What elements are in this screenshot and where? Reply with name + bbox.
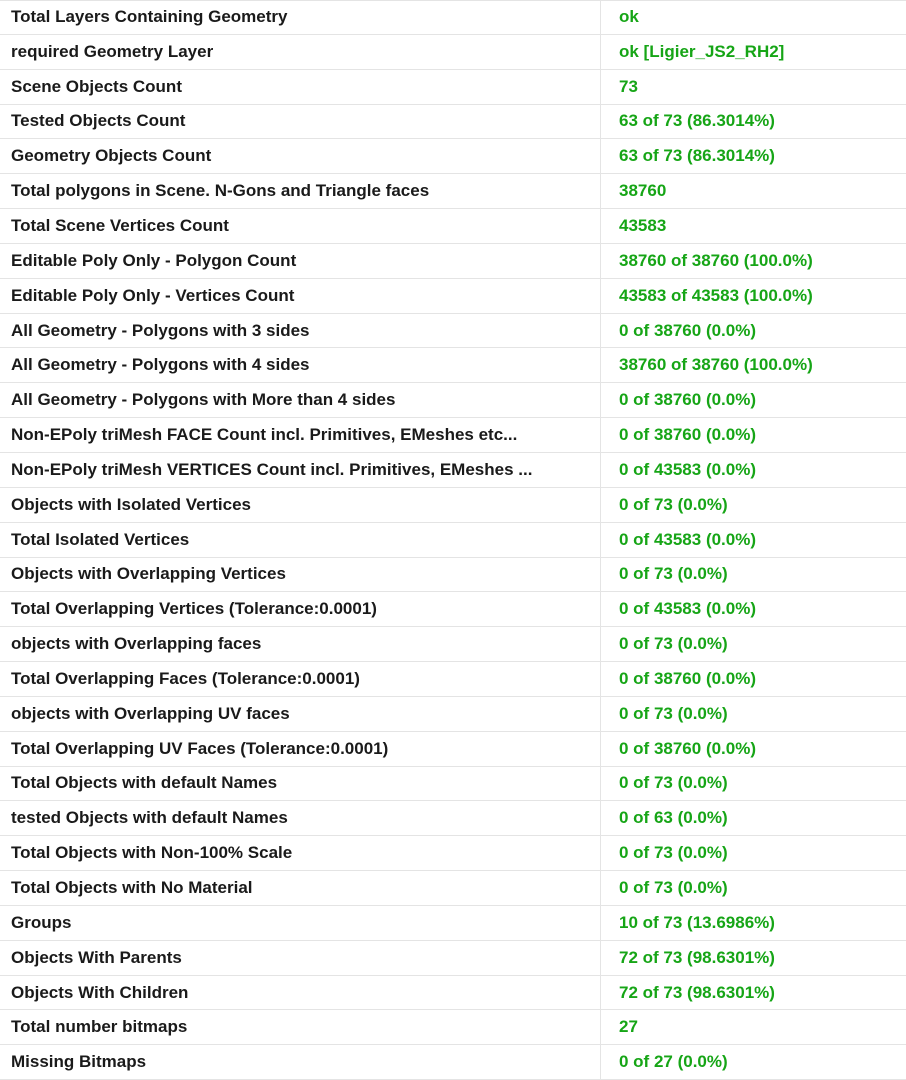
table-row [0, 383, 906, 418]
table-row [0, 592, 906, 627]
column-divider [600, 244, 608, 278]
column-divider [600, 35, 608, 69]
check-name-cell: All Geometry - Polygons with 4 sides [11, 355, 310, 375]
table-row [0, 801, 906, 836]
check-name-cell: Total Objects with Non-100% Scale [11, 843, 293, 863]
column-divider [600, 139, 608, 173]
table-row [0, 314, 906, 349]
check-result-cell: 0 of 73 (0.0%) [619, 773, 728, 793]
column-divider [600, 174, 608, 208]
column-divider [600, 941, 608, 975]
column-divider [600, 697, 608, 731]
table-row [0, 976, 906, 1011]
check-name-cell: tested Objects with default Names [11, 808, 288, 828]
table-row [0, 209, 906, 244]
check-name-cell: Editable Poly Only - Polygon Count [11, 250, 297, 270]
check-name-cell: required Geometry Layer [11, 41, 214, 61]
column-divider [600, 1, 608, 34]
check-result-cell: ok [619, 7, 639, 27]
check-result-cell: 43583 of 43583 (100.0%) [619, 285, 813, 305]
column-divider [600, 1045, 608, 1079]
column-divider [600, 314, 608, 348]
check-name-cell: objects with Overlapping UV faces [11, 703, 290, 723]
table-row [0, 174, 906, 209]
table-row [0, 662, 906, 697]
check-name-cell: Objects with Overlapping Vertices [11, 564, 286, 584]
check-result-cell: 73 [619, 76, 638, 96]
check-result-cell: 27 [619, 1017, 638, 1037]
check-name-cell: All Geometry - Polygons with More than 4 sides [11, 390, 396, 410]
column-divider [600, 906, 608, 940]
check-name-cell: Non-EPoly triMesh VERTICES Count incl. Primitives, EMeshes ... [11, 459, 533, 479]
check-name-cell: Total Objects with No Material [11, 878, 253, 898]
column-divider [600, 662, 608, 696]
check-result-cell: 0 of 73 (0.0%) [619, 494, 728, 514]
check-result-cell: 0 of 38760 (0.0%) [619, 668, 757, 688]
check-name-cell: objects with Overlapping faces [11, 634, 262, 654]
table-row [0, 279, 906, 314]
check-name-cell: Total Overlapping Vertices (Tolerance:0.0001) [11, 599, 377, 619]
table-row [0, 453, 906, 488]
table-row [0, 941, 906, 976]
check-result-cell: 72 of 73 (98.6301%) [619, 982, 775, 1002]
check-result-cell: 10 of 73 (13.6986%) [619, 912, 775, 932]
check-name-cell: Tested Objects Count [11, 111, 186, 131]
column-divider [600, 70, 608, 104]
table-row [0, 1045, 906, 1080]
column-divider [600, 558, 608, 592]
table-row [0, 871, 906, 906]
table-row [0, 836, 906, 871]
column-divider [600, 592, 608, 626]
table-row [0, 627, 906, 662]
check-name-cell: Groups [11, 912, 72, 932]
check-result-cell: 0 of 63 (0.0%) [619, 808, 728, 828]
table-row [0, 732, 906, 767]
check-result-cell: 0 of 38760 (0.0%) [619, 390, 757, 410]
column-divider [600, 976, 608, 1010]
check-name-cell: Total Overlapping Faces (Tolerance:0.0001) [11, 668, 360, 688]
check-result-cell: 0 of 43583 (0.0%) [619, 599, 757, 619]
check-result-cell: 0 of 43583 (0.0%) [619, 459, 757, 479]
table-row [0, 488, 906, 523]
column-divider [600, 383, 608, 417]
column-divider [600, 279, 608, 313]
column-divider [600, 871, 608, 905]
table-row [0, 1010, 906, 1045]
table-row [0, 767, 906, 802]
check-result-cell: 38760 of 38760 (100.0%) [619, 250, 813, 270]
check-result-cell: 63 of 73 (86.3014%) [619, 146, 775, 166]
check-name-cell: Editable Poly Only - Vertices Count [11, 285, 295, 305]
table-row [0, 244, 906, 279]
table-row [0, 558, 906, 593]
column-divider [600, 348, 608, 382]
column-divider [600, 627, 608, 661]
check-name-cell: Non-EPoly triMesh FACE Count incl. Primitives, EMeshes etc... [11, 425, 518, 445]
column-divider [600, 209, 608, 243]
check-result-cell: 72 of 73 (98.6301%) [619, 947, 775, 967]
check-name-cell: Geometry Objects Count [11, 146, 212, 166]
column-divider [600, 488, 608, 522]
table-row [0, 906, 906, 941]
table-row [0, 35, 906, 70]
check-result-cell: 0 of 43583 (0.0%) [619, 529, 757, 549]
table-row [0, 523, 906, 558]
check-result-cell: 38760 of 38760 (100.0%) [619, 355, 813, 375]
check-result-cell: 43583 [619, 215, 667, 235]
column-divider [600, 836, 608, 870]
check-name-cell: Objects with Isolated Vertices [11, 494, 251, 514]
check-result-cell: 38760 [619, 181, 667, 201]
check-result-cell: 0 of 38760 (0.0%) [619, 738, 757, 758]
check-result-cell: 0 of 73 (0.0%) [619, 843, 728, 863]
table-row [0, 0, 906, 35]
check-result-cell: 0 of 27 (0.0%) [619, 1052, 728, 1072]
check-result-cell: 0 of 38760 (0.0%) [619, 425, 757, 445]
table-row [0, 139, 906, 174]
check-result-cell: 0 of 73 (0.0%) [619, 878, 728, 898]
check-name-cell: Scene Objects Count [11, 76, 182, 96]
check-name-cell: Total Layers Containing Geometry [11, 7, 288, 27]
table-row [0, 70, 906, 105]
table-row [0, 105, 906, 140]
check-name-cell: Total Isolated Vertices [11, 529, 190, 549]
check-result-cell: 63 of 73 (86.3014%) [619, 111, 775, 131]
check-name-cell: Total polygons in Scene. N-Gons and Triangle faces [11, 181, 430, 201]
check-result-cell: ok [Ligier_JS2_RH2] [619, 41, 785, 61]
table-row [0, 348, 906, 383]
check-name-cell: Total Objects with default Names [11, 773, 278, 793]
check-name-cell: All Geometry - Polygons with 3 sides [11, 320, 310, 340]
check-name-cell: Total number bitmaps [11, 1017, 188, 1037]
column-divider [600, 418, 608, 452]
table-row [0, 697, 906, 732]
check-name-cell: Total Scene Vertices Count [11, 215, 229, 235]
column-divider [600, 523, 608, 557]
column-divider [600, 767, 608, 801]
column-divider [600, 1010, 608, 1044]
check-result-cell: 0 of 73 (0.0%) [619, 564, 728, 584]
check-name-cell: Objects With Parents [11, 947, 182, 967]
check-result-cell: 0 of 38760 (0.0%) [619, 320, 757, 340]
check-name-cell: Objects With Children [11, 982, 189, 1002]
table-row [0, 418, 906, 453]
column-divider [600, 801, 608, 835]
check-name-cell: Missing Bitmaps [11, 1052, 147, 1072]
check-result-cell: 0 of 73 (0.0%) [619, 703, 728, 723]
column-divider [600, 453, 608, 487]
check-name-cell: Total Overlapping UV Faces (Tolerance:0.0001) [11, 738, 389, 758]
column-divider [600, 732, 608, 766]
column-divider [600, 105, 608, 139]
check-result-cell: 0 of 73 (0.0%) [619, 634, 728, 654]
